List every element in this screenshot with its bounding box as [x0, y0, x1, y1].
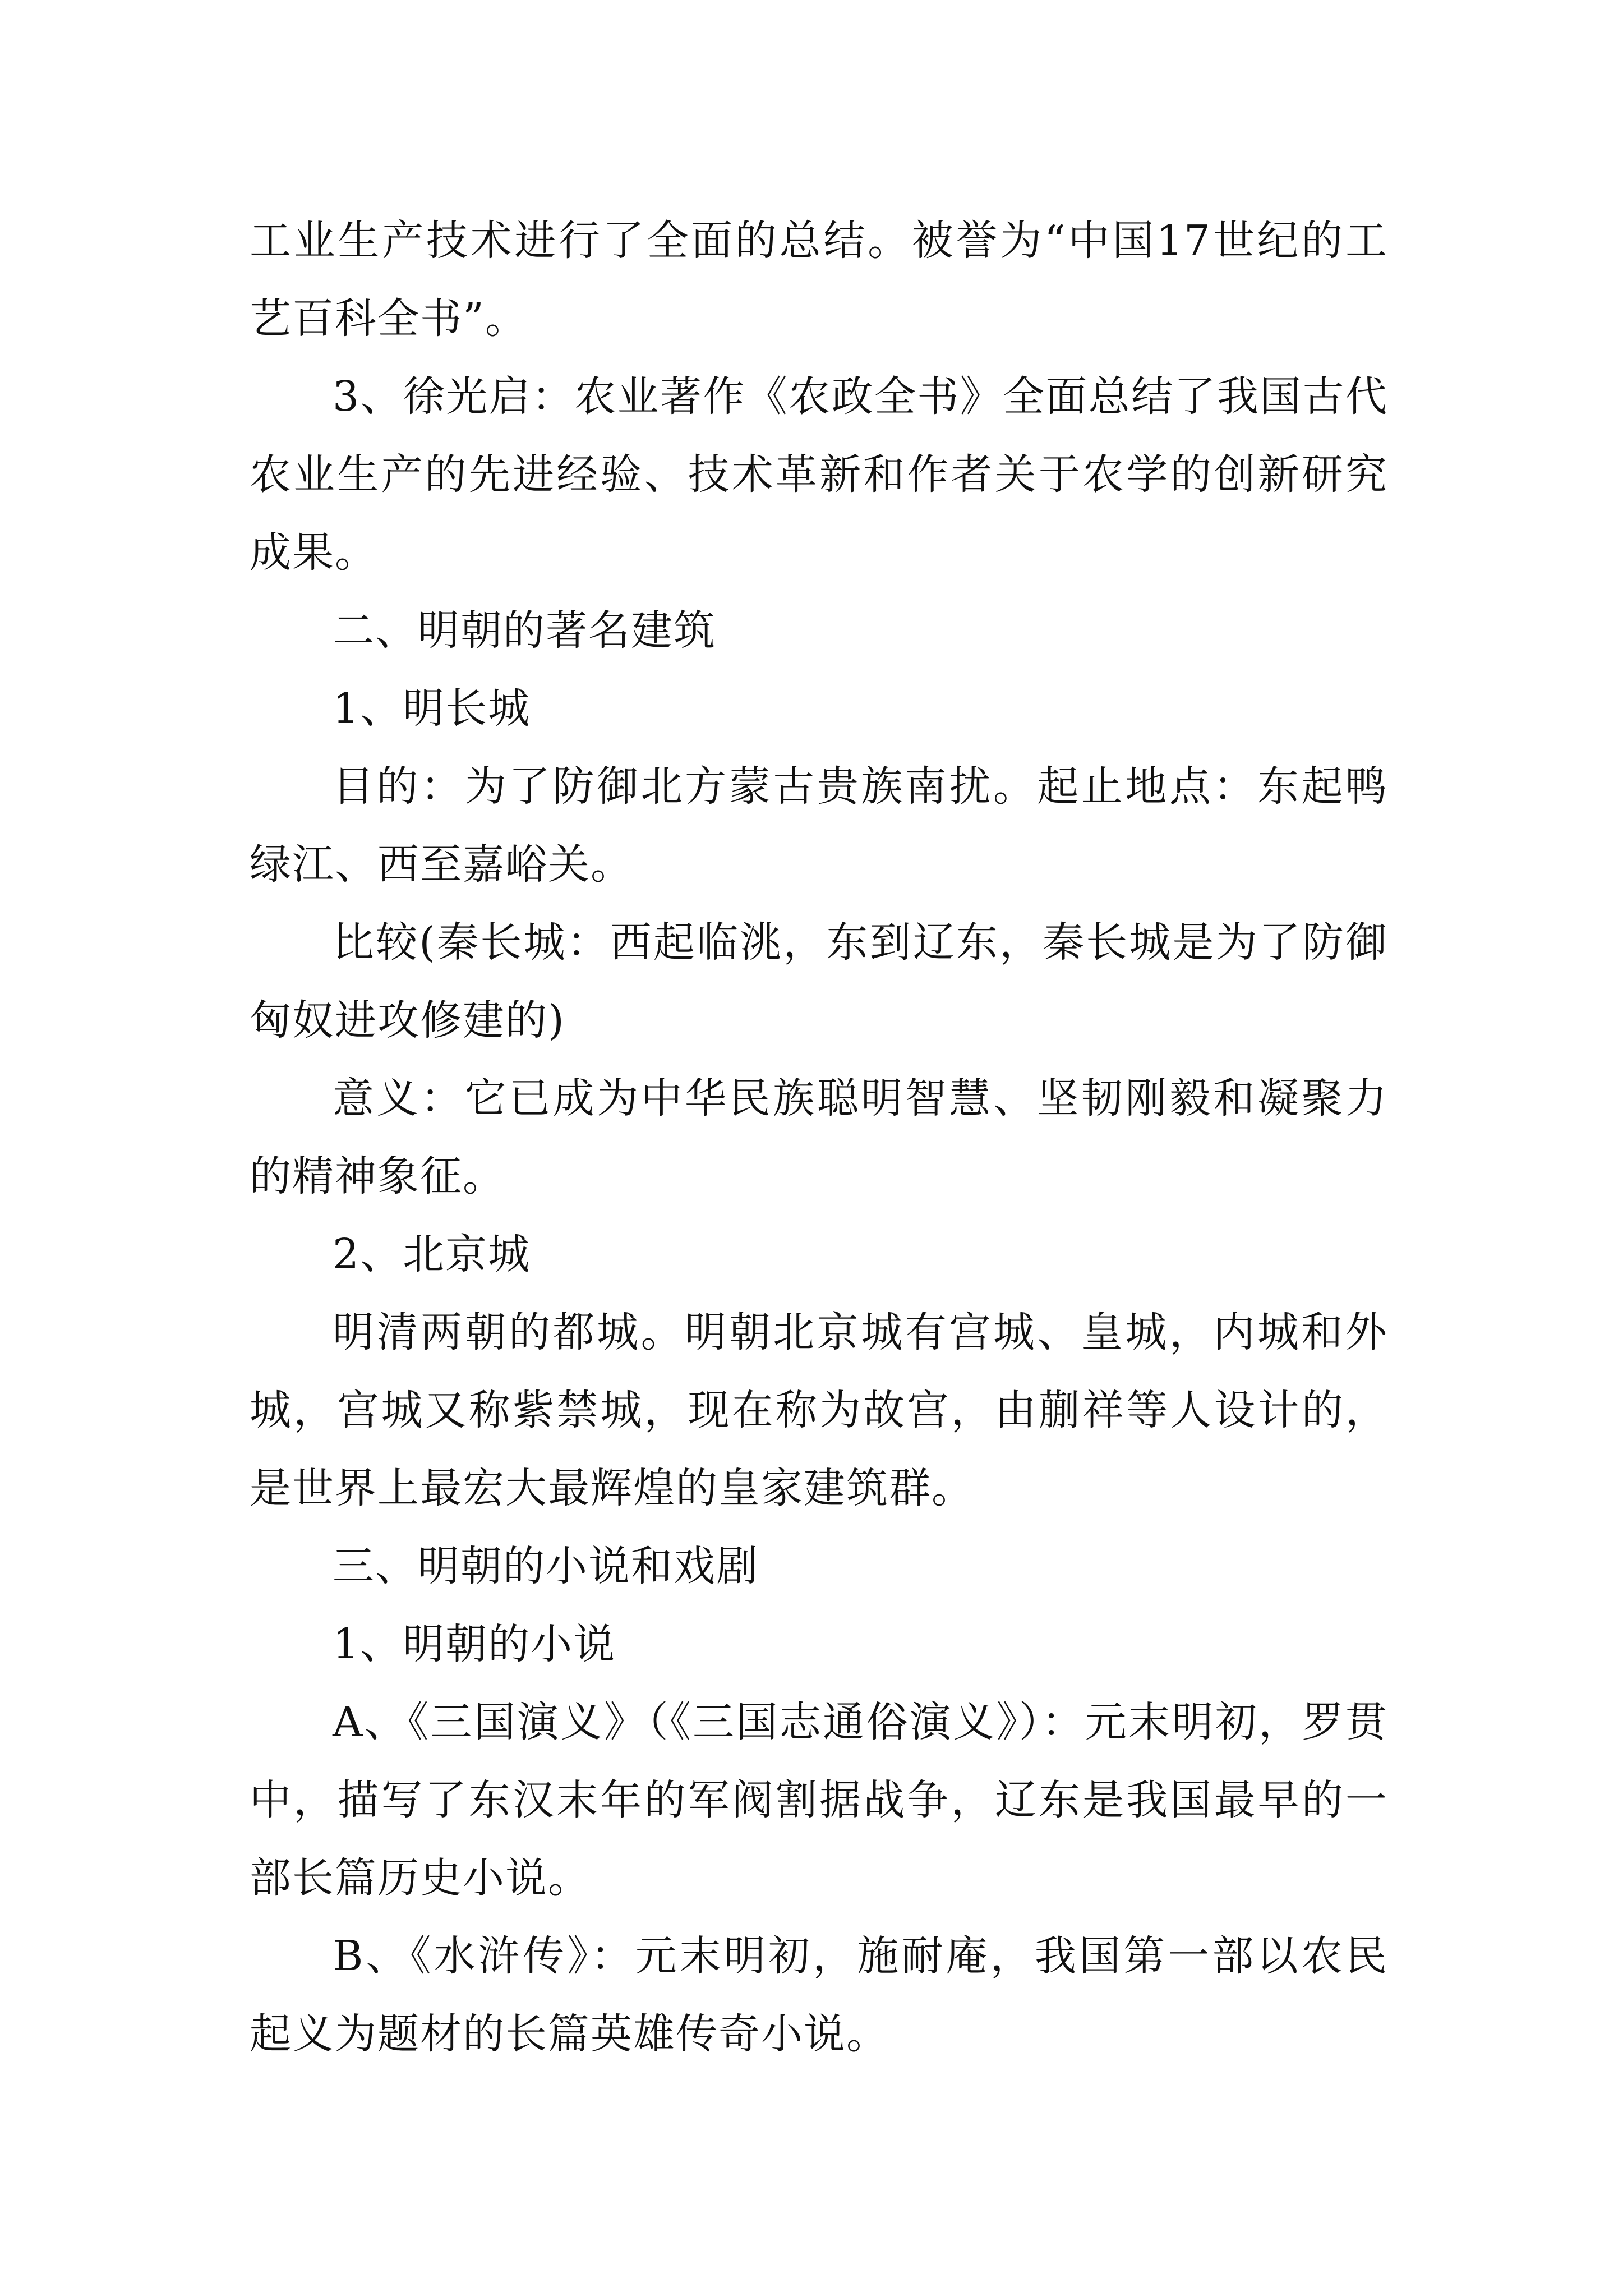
section-heading-novels-drama: 三、明朝的小说和戏剧 — [333, 1542, 759, 1590]
subheading-ming-novels: 1、明朝的小说 — [333, 1620, 616, 1668]
subheading-great-wall: 1、明长城 — [333, 684, 531, 733]
paragraph-xu-guangqi: 3、徐光启：农业著作《农政全书》全面总结了我国古代农业生产的先进经验、技术革新和作者关于农学的创新研究成果。 — [250, 372, 1388, 577]
subheading-beijing-city: 2、北京城 — [333, 1230, 531, 1278]
paragraph-water-margin: B、《水浒传》：元末明初，施耐庵，我国第一部以农民起义为题材的长篇英雄传奇小说。 — [250, 1932, 1388, 2058]
paragraph-great-wall-comparison: 比较(秦长城：西起临洮，东到辽东，秦长城是为了防御匈奴进攻修建的) — [250, 918, 1388, 1045]
section-heading-architecture: 二、明朝的著名建筑 — [333, 606, 716, 655]
paragraph-great-wall-purpose: 目的：为了防御北方蒙古贵族南扰。起止地点：东起鸭绿江、西至嘉峪关。 — [250, 762, 1388, 889]
paragraph-great-wall-significance: 意义：它已成为中华民族聪明智慧、坚韧刚毅和凝聚力的精神象征。 — [250, 1074, 1388, 1200]
paragraph-beijing-city: 明清两朝的都城。明朝北京城有宫城、皇城，内城和外城，宫城又称紫禁城，现在称为故宫，由蒯祥等人设计的，是世界上最宏大最辉煌的皇家建筑群。 — [250, 1308, 1388, 1512]
paragraph-continued-summary: 工业生产技术进行了全面的总结。被誉为“中国17世纪的工艺百科全书”。 — [250, 217, 1388, 343]
paragraph-three-kingdoms: A、《三国演义》（《三国志通俗演义》）：元末明初，罗贯中，描写了东汉末年的军阀割据战争，辽东是我国最早的一部长篇历史小说。 — [250, 1698, 1388, 1902]
document-body — [250, 202, 1388, 2073]
